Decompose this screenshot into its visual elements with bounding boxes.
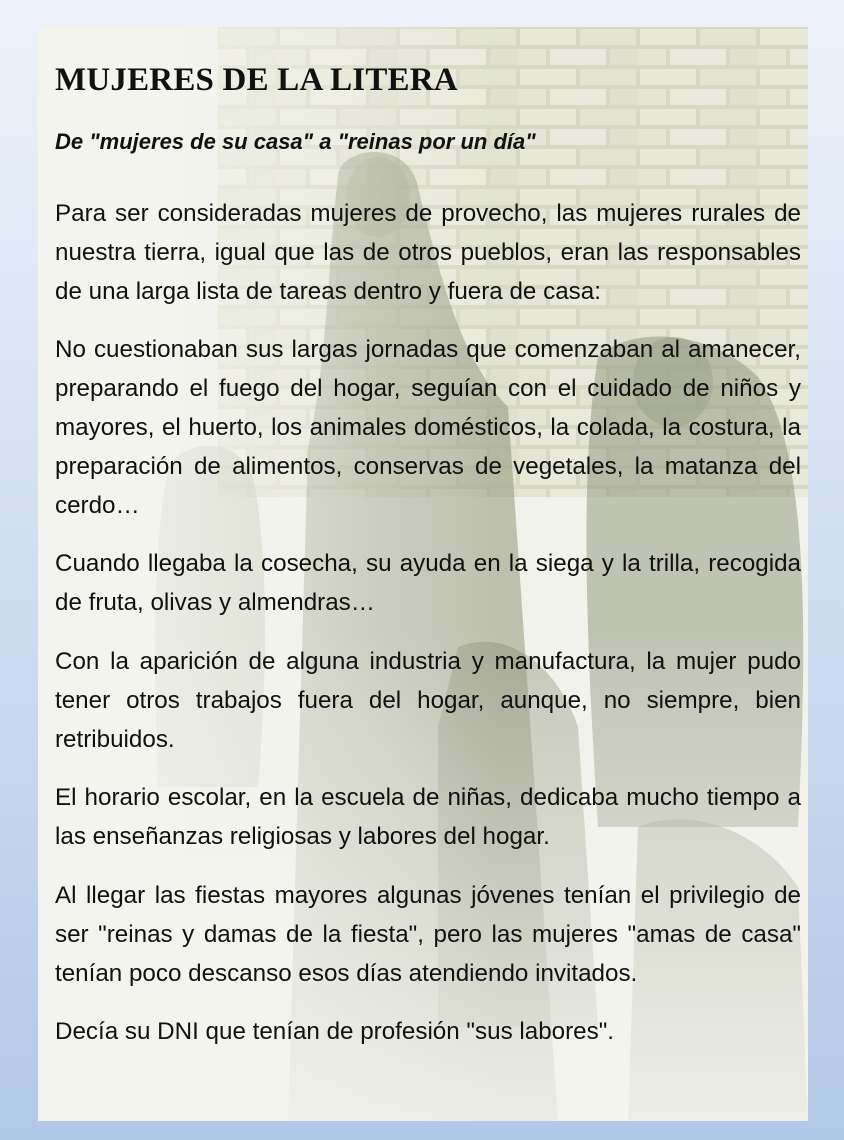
paragraph-industry: Con la aparición de alguna industria y manufactura, la mujer pudo tener otros trabajos fuera del hogar, aunque, no siempre, bien retribuidos. <box>55 647 801 753</box>
subtitle: De "mujeres de su casa" a "reinas por un día" <box>55 129 536 154</box>
paragraph-festivals: Al llegar las fiestas mayores algunas jóvenes tenían el privilegio de ser "reinas y damas de la fiesta", pero las mujeres "amas de casa" tenían poco descanso esos días atendiendo invitados. <box>55 881 801 987</box>
paragraph-dni: Decía su DNI que tenían de profesión "sus labores". <box>55 1018 615 1046</box>
article <box>55 60 801 1052</box>
paragraph-intro: Para ser consideradas mujeres de provecho, las mujeres rurales de nuestra tierra, igual que las de otros pueblos, eran las responsables de una larga lista de tareas dentro y fuera de casa: <box>55 200 801 305</box>
paragraph-harvest: Cuando llegaba la cosecha, su ayuda en la siega y la trilla, recogida de fruta, olivas y almendras… <box>55 550 801 617</box>
page-title: MUJERES DE LA LITERA <box>55 62 458 98</box>
poster-card <box>38 27 808 1121</box>
paragraph-daily-tasks: No cuestionaban sus largas jornadas que comenzaban al amanecer, preparando el fuego del hogar, seguían con el cuidado de niños y mayores, el huerto, los animales domésticos, la colada, la costura, la preparación de alimentos, conservas de vegetales, la matanza del cerdo… <box>55 336 801 519</box>
paragraph-school: El horario escolar, en la escuela de niñas, dedicaba mucho tiempo a las enseñanzas religiosas y labores del hogar. <box>55 784 801 851</box>
